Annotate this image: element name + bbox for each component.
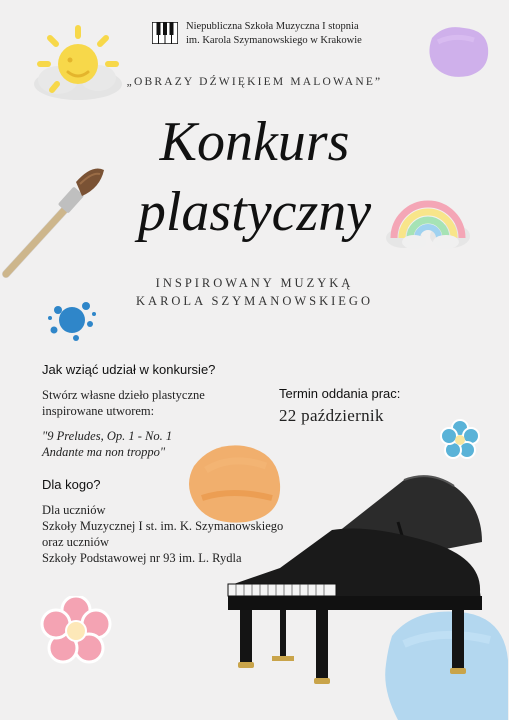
audience-heading: Dla kogo?: [42, 477, 101, 492]
school-name-line2: im. Karola Szymanowskiego w Krakowie: [186, 35, 362, 46]
musical-work-line1: "9 Preludes, Op. 1 - No. 1: [42, 429, 173, 443]
piano-keys-icon: [152, 22, 178, 44]
inspired-line1: INSPIROWANY MUZYKĄ: [155, 276, 354, 290]
poster-subtitle: „OBRAZY DŹWIĘKIEM MALOWANE”: [126, 76, 383, 88]
musical-work-line2: Andante ma non troppo": [42, 445, 166, 459]
deadline-date: 22 październik: [279, 406, 384, 425]
audience-line2: Szkoły Muzycznej I st. im. K. Szymanowskiego: [42, 519, 284, 533]
participation-line1: Stwórz własne dzieło plastyczne: [42, 388, 205, 402]
participation-line2: inspirowane utworem:: [42, 404, 155, 418]
audience-line1: Dla uczniów: [42, 503, 106, 517]
participation-text: [42, 387, 205, 419]
participation-heading: Jak wziąć udział w konkursie?: [42, 362, 216, 377]
school-name: [186, 20, 362, 48]
sun-cloud-icon: [20, 22, 132, 112]
school-name-line1: Niepubliczna Szkoła Muzyczna I stopnia: [186, 21, 359, 32]
flower-icon: [440, 418, 480, 462]
poster-title-line2: plastyczny: [137, 181, 372, 243]
inspired-line2: KAROLA SZYMANOWSKIEGO: [136, 294, 373, 308]
audience-text: [42, 502, 283, 566]
deadline-heading: Termin oddania prac:: [279, 386, 401, 401]
flower-icon: [40, 596, 112, 666]
musical-work: [42, 428, 172, 460]
audience-line4: Szkoły Podstawowej nr 93 im. L. Rydla: [42, 551, 242, 565]
audience-line3: oraz uczniów: [42, 535, 109, 549]
purple-brush-stroke: [424, 20, 492, 82]
poster-title-line1: Konkurs: [159, 111, 350, 173]
inspired-by: [0, 274, 509, 310]
